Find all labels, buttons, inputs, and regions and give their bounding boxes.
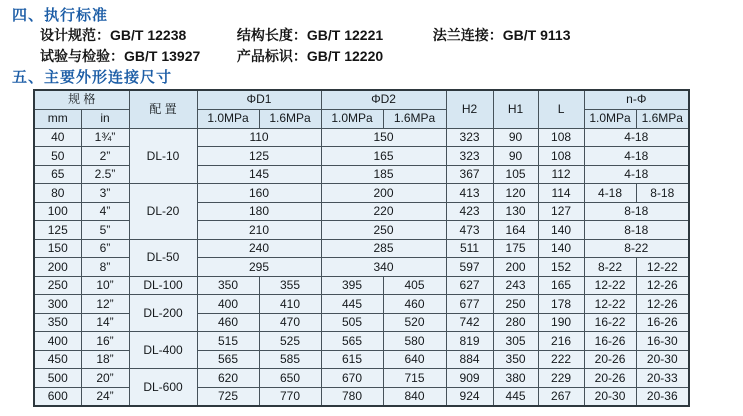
cell-h2: 323 [446,128,493,147]
header-d2: ΦD2 [321,90,446,109]
cell-n-phi: 12-22 [636,258,689,277]
cell-d1: 110 [197,128,321,147]
header-config: 配 置 [129,90,197,128]
cell-d2: 200 [321,184,446,203]
section-5-title: 五、主要外形连接尺寸 [12,69,173,86]
header-d2-1_6mpa: 1.6MPa [383,109,446,128]
cell-n-phi: 20-30 [636,350,689,369]
cell-d1: 525 [259,332,321,351]
cell-h1: 200 [493,258,538,277]
cell-config: DL-20 [129,184,197,240]
cell-n-phi: 4-18 [584,165,689,184]
cell-l: 140 [538,239,584,258]
spec-flange-connection: 法兰连接：GB/T 9113 [432,27,571,43]
cell-size-mm: 40 [34,128,81,147]
cell-d2: 565 [321,332,383,351]
cell-l: 216 [538,332,584,351]
cell-h2: 909 [446,369,493,388]
cell-l: 222 [538,350,584,369]
cell-d1: 125 [197,147,321,166]
header-d2-1_0mpa: 1.0MPa [321,109,383,128]
cell-n-phi: 4-18 [584,128,689,147]
cell-size-mm: 350 [34,313,81,332]
cell-h2: 742 [446,313,493,332]
cell-h1: 164 [493,221,538,240]
cell-d2: 670 [321,369,383,388]
cell-h1: 250 [493,295,538,314]
cell-h2: 323 [446,147,493,166]
cell-d1: 650 [259,369,321,388]
cell-d2: 150 [321,128,446,147]
cell-h1: 130 [493,202,538,221]
cell-d1: 725 [197,387,259,406]
cell-size-mm: 500 [34,369,81,388]
cell-d2: 285 [321,239,446,258]
cell-l: 112 [538,165,584,184]
cell-config: DL-50 [129,239,197,276]
header-mm: mm [34,109,81,128]
cell-l: 178 [538,295,584,314]
cell-d1: 145 [197,165,321,184]
cell-l: 267 [538,387,584,406]
cell-n-phi: 16-26 [636,313,689,332]
cell-l: 108 [538,128,584,147]
cell-size-mm: 125 [34,221,81,240]
cell-size-mm: 600 [34,387,81,406]
table-row [34,332,689,351]
cell-n-phi: 12-26 [636,276,689,295]
cell-h2: 473 [446,221,493,240]
cell-size-in: 16” [81,332,129,351]
header-n-phi: n-Φ [584,90,689,109]
header-h2: H2 [446,90,493,128]
cell-d1: 410 [259,295,321,314]
cell-size-in: 18” [81,350,129,369]
cell-d2: 640 [383,350,446,369]
cell-n-phi: 8-18 [636,184,689,203]
cell-d1: 770 [259,387,321,406]
cell-size-mm: 450 [34,350,81,369]
cell-h2: 367 [446,165,493,184]
cell-size-mm: 250 [34,276,81,295]
cell-size-mm: 65 [34,165,81,184]
cell-size-mm: 50 [34,147,81,166]
cell-config: DL-400 [129,332,197,369]
cell-size-in: 24” [81,387,129,406]
cell-d1: 210 [197,221,321,240]
cell-h2: 597 [446,258,493,277]
cell-n-phi: 20-26 [584,369,636,388]
cell-d2: 715 [383,369,446,388]
spec-product-marking: 产品标识：GB/T 12220 [236,48,384,64]
cell-n-phi: 20-36 [636,387,689,406]
cell-size-in: 20” [81,369,129,388]
cell-size-mm: 80 [34,184,81,203]
spec-structure-length: 结构长度：GB/T 12221 [236,27,384,43]
cell-size-in: 10” [81,276,129,295]
table-row [34,276,689,295]
cell-l: 229 [538,369,584,388]
cell-size-mm: 300 [34,295,81,314]
cell-d1: 160 [197,184,321,203]
cell-d2: 780 [321,387,383,406]
cell-h1: 90 [493,128,538,147]
cell-n-phi: 4-18 [584,184,636,203]
cell-size-in: 12” [81,295,129,314]
cell-d2: 165 [321,147,446,166]
header-d1: ΦD1 [197,90,321,109]
cell-n-phi: 12-26 [636,295,689,314]
cell-d2: 460 [383,295,446,314]
cell-n-phi: 8-22 [584,258,636,277]
cell-h2: 924 [446,387,493,406]
cell-l: 165 [538,276,584,295]
standards-line-1 [40,25,570,45]
cell-size-in: 6” [81,239,129,258]
cell-d1: 470 [259,313,321,332]
cell-h1: 380 [493,369,538,388]
cell-d1: 585 [259,350,321,369]
cell-size-in: 14” [81,313,129,332]
table-row [34,239,689,258]
cell-n-phi: 12-22 [584,276,636,295]
spec-test-inspection: 试验与检验：GB/T 13927 [40,48,201,64]
table-row [34,184,689,203]
cell-n-phi: 8-22 [584,239,689,258]
cell-d2: 580 [383,332,446,351]
cell-n-phi: 20-30 [584,387,636,406]
table-row [34,128,689,147]
cell-h2: 423 [446,202,493,221]
header-d1-1_0mpa: 1.0MPa [197,109,259,128]
cell-d1: 350 [197,276,259,295]
cell-n-phi: 8-18 [584,221,689,240]
cell-l: 140 [538,221,584,240]
header-l: L [538,90,584,128]
cell-h1: 90 [493,147,538,166]
cell-d2: 840 [383,387,446,406]
cell-config: DL-100 [129,276,197,295]
cell-d2: 405 [383,276,446,295]
cell-h1: 305 [493,332,538,351]
cell-d1: 240 [197,239,321,258]
cell-size-in: 4” [81,202,129,221]
cell-h2: 413 [446,184,493,203]
cell-d2: 505 [321,313,383,332]
cell-h1: 120 [493,184,538,203]
cell-l: 190 [538,313,584,332]
cell-size-mm: 100 [34,202,81,221]
cell-n-phi: 8-18 [584,202,689,221]
cell-h1: 105 [493,165,538,184]
header-spec-group: 规 格 [34,90,129,109]
dimension-table [33,89,690,407]
cell-h1: 445 [493,387,538,406]
spec-design-standard: 设计规范：GB/T 12238 [40,27,187,43]
header-d1-1_6mpa: 1.6MPa [259,109,321,128]
cell-h2: 884 [446,350,493,369]
dimension-table-head [34,90,689,128]
section-4-title: 四、执行标准 [12,7,109,24]
cell-n-phi: 16-26 [584,332,636,351]
cell-config: DL-10 [129,128,197,184]
cell-size-mm: 400 [34,332,81,351]
cell-config: DL-200 [129,295,197,332]
cell-n-phi: 16-22 [584,313,636,332]
cell-l: 108 [538,147,584,166]
cell-h2: 627 [446,276,493,295]
cell-n-phi: 4-18 [584,147,689,166]
cell-d2: 445 [321,295,383,314]
dimension-table-body [34,128,689,406]
cell-l: 152 [538,258,584,277]
header-in: in [81,109,129,128]
cell-n-phi: 12-22 [584,295,636,314]
header-n-1_0mpa: 1.0MPa [584,109,636,128]
standards-line-2 [40,46,383,66]
cell-size-mm: 200 [34,258,81,277]
cell-h2: 511 [446,239,493,258]
cell-d1: 565 [197,350,259,369]
cell-d2: 220 [321,202,446,221]
cell-config: DL-600 [129,369,197,406]
cell-size-in: 1¾” [81,128,129,147]
cell-h1: 280 [493,313,538,332]
cell-l: 127 [538,202,584,221]
cell-h1: 243 [493,276,538,295]
cell-d2: 615 [321,350,383,369]
cell-d1: 180 [197,202,321,221]
cell-n-phi: 20-26 [584,350,636,369]
cell-h2: 677 [446,295,493,314]
cell-d1: 515 [197,332,259,351]
cell-d1: 460 [197,313,259,332]
cell-d1: 620 [197,369,259,388]
cell-h1: 175 [493,239,538,258]
cell-d1: 355 [259,276,321,295]
cell-d2: 520 [383,313,446,332]
table-row [34,295,689,314]
cell-d2: 185 [321,165,446,184]
cell-h2: 819 [446,332,493,351]
cell-size-in: 2.5” [81,165,129,184]
cell-n-phi: 16-30 [636,332,689,351]
cell-d2: 395 [321,276,383,295]
header-n-1_6mpa: 1.6MPa [636,109,689,128]
cell-size-in: 8” [81,258,129,277]
cell-d1: 295 [197,258,321,277]
cell-d2: 250 [321,221,446,240]
cell-h1: 350 [493,350,538,369]
header-h1: H1 [493,90,538,128]
cell-d2: 340 [321,258,446,277]
table-row [34,369,689,388]
cell-size-mm: 150 [34,239,81,258]
cell-size-in: 3” [81,184,129,203]
cell-l: 114 [538,184,584,203]
cell-size-in: 5” [81,221,129,240]
cell-n-phi: 20-33 [636,369,689,388]
header-row-groups [34,90,689,109]
cell-size-in: 2” [81,147,129,166]
cell-d1: 400 [197,295,259,314]
